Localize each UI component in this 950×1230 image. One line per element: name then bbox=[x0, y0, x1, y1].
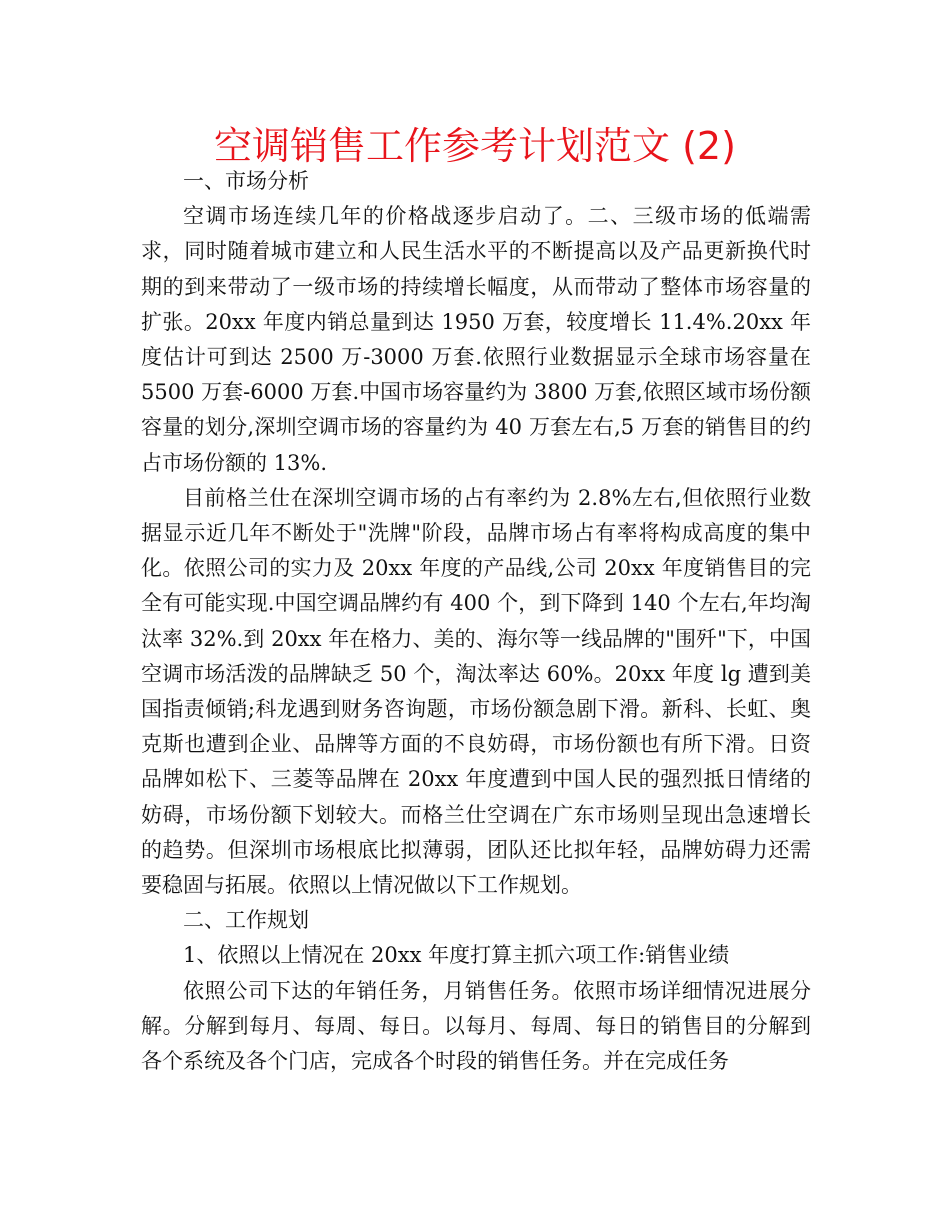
section-heading-market-analysis: 一、市场分析 bbox=[183, 169, 309, 193]
paragraph-plan-item-1: 1、依照以上情况在 20xx 年度打算主抓六项工作:销售业绩 bbox=[183, 943, 730, 968]
paragraph-market-overview: 空调市场连续几年的价格战逐步启动了。二、三级市场的低端需求，同时随着城市建立和人民生活水平的不断提高以及产品更新换代时期的到来带动了一级市场的持续增长幅度，从而带动了整体市场容量的扩张。20xx 年度内销总量到达 1950 万套，较度增长 11.4%.20xx 年度估计可到达 2500 万-3000 万套.依照行业数据显示全球市场容量在 5500 万套-6000 万套.中国市场容量约为 3800 万套,依照区域市场份额容量的划分,深圳空调市场的容量约为 40 万套左右,5 万套的销售目的约占市场份额的 13%. bbox=[141, 204, 811, 475]
document-title: 空调销售工作参考计划范文 (2) bbox=[214, 124, 736, 168]
paragraph-brand-share: 目前格兰仕在深圳空调市场的占有率约为 2.8%左右,但依照行业数据显示近几年不断处于"洗牌"阶段，品牌市场占有率将构成高度的集中化。依照公司的实力及 20xx 年度的产品线,公司 20xx 年度销售目的完全有可能实现.中国空调品牌约有 400 个，到下降到 140 个左右,年均淘汰率 32%.到 20xx 年在格力、美的、海尔等一线品牌的"围歼"下，中国空调市场活泼的品牌缺乏 50 个，淘汰率达 60%。20xx 年度 lg 遭到美国指责倾销;科龙遇到财务咨询题，市场份额急剧下滑。新科、长虹、奥克斯也遭到企业、品牌等方面的不良妨碍，市场份额也有所下滑。日资品牌如松下、三菱等品牌在 20xx 年度遭到中国人民的强烈抵日情绪的妨碍，市场份额下划较大。而格兰仕空调在广东市场则呈现出急速增长的趋势。但深圳市场根底比拟薄弱，团队还比拟年轻，品牌妨碍力还需要稳固与拓展。依照以上情况做以下工作规划。 bbox=[141, 485, 811, 898]
section-heading-work-plan: 二、工作规划 bbox=[183, 908, 309, 933]
paragraph-sales-targets: 依照公司下达的年销任务，月销售任务。依照市场详细情况进展分解。分解到每月、每周、每日。以每月、每周、每日的销售目的分解到各个系统及各个门店，完成各个时段的销售任务。并在完成任务 bbox=[141, 978, 811, 1074]
document-body bbox=[141, 164, 811, 1079]
